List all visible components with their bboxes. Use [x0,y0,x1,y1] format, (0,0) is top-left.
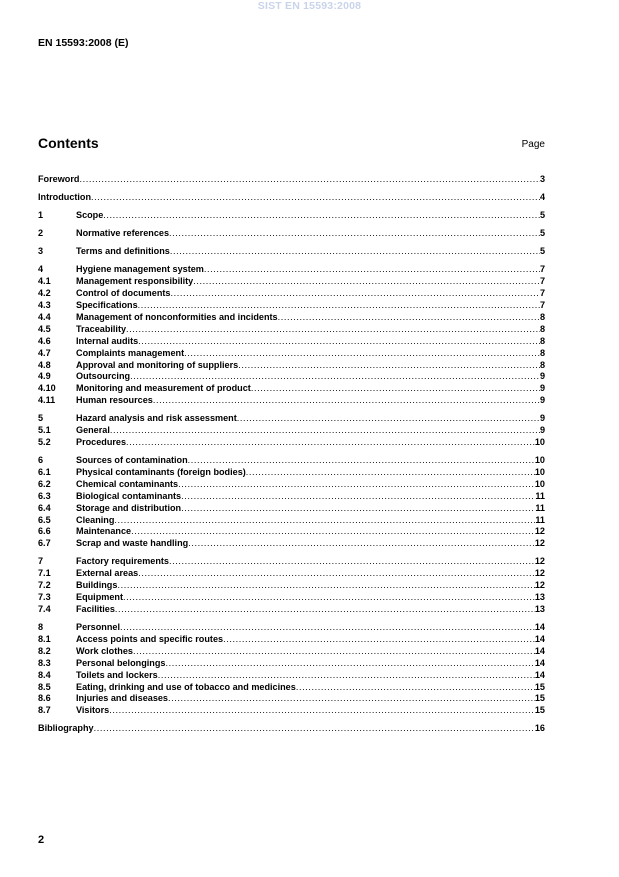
toc-entry-number: 8.3 [38,657,51,668]
toc-entry-number: 6.1 [38,467,51,478]
toc-entry-number: 7.3 [38,592,51,603]
toc-entry[interactable] [38,425,545,437]
toc-entry-title: External areas [76,568,139,579]
toc-entry[interactable] [38,580,545,592]
toc-entry-page: 7 [539,300,545,311]
dot-leader [138,300,540,312]
toc-entry[interactable] [38,360,545,372]
toc-entry-number: 8.6 [38,693,51,704]
toc-entry-number: 4.11 [38,395,56,406]
document-id: EN 15593:2008 (E) [38,37,129,49]
toc-entry-title: Visitors [76,705,110,716]
toc-entry-page: 13 [534,592,545,603]
toc-entry-page: 7 [539,276,545,287]
toc-entry-page: 3 [539,174,545,184]
dot-leader [204,264,540,276]
dot-leader [158,670,535,682]
toc-entry[interactable] [38,705,545,717]
toc-entry-title: Maintenance [76,526,132,537]
toc-entry-title: Storage and distribution [76,502,182,513]
toc-entry-number: 4.9 [38,371,51,382]
toc-entry[interactable] [38,467,545,479]
toc-entry[interactable] [38,515,545,527]
toc-entry-title: Monitoring and measurement of product [76,383,251,394]
toc-entry-page: 5 [539,246,545,257]
toc-entry[interactable] [38,246,545,258]
toc-entry-page: 15 [534,681,545,692]
dot-leader [169,228,540,240]
toc-entry-title: Outsourcing [76,371,131,382]
toc-entry[interactable] [38,503,545,515]
dot-leader [188,455,535,467]
dot-leader [126,324,540,336]
dot-leader [117,580,534,592]
toc-entry-title: Hygiene management system [76,264,204,275]
toc-entry-title: Sources of contamination [76,455,188,466]
toc-entry-number: 3 [38,246,44,257]
toc-entry-number: 5 [38,413,44,424]
dot-leader [278,312,540,324]
toc-entry-title: Terms and definitions [76,246,170,257]
toc-entry-number: 4.1 [38,276,51,287]
dot-leader [115,604,535,616]
toc-entry[interactable] [38,723,545,735]
dot-leader [79,174,540,186]
toc-entry-title: Eating, drinking and use of tobacco and medicines [76,681,296,692]
toc-entry-page: 10 [534,437,545,448]
toc-entry-page: 14 [534,622,545,633]
dot-leader [168,693,535,705]
toc-entry-number: 4.8 [38,359,51,370]
toc-entry[interactable] [38,634,545,646]
toc-entry-page: 8 [539,311,545,322]
dot-leader [223,634,535,646]
toc-entry-number: 4.4 [38,311,51,322]
dot-leader [237,413,540,425]
toc-entry-page: 8 [539,335,545,346]
toc-entry[interactable] [38,491,545,503]
dot-leader [109,705,535,717]
toc-entry-page: 8 [539,347,545,358]
toc-entry-title: Personal belongings [76,657,166,668]
contents-heading: Contents [38,135,99,151]
toc-entry-title: Control of documents [76,288,171,299]
toc-entry-title: Facilities [76,604,115,614]
toc-entry-title: Management responsibility [76,276,194,287]
toc-entry-title: Traceability [76,323,127,334]
toc-entry-page: 4 [539,192,545,203]
toc-entry[interactable] [38,395,545,407]
toc-entry-title: Foreword [38,174,80,184]
toc-entry-number: 8.5 [38,681,51,692]
dot-leader [130,371,540,383]
toc-entry-title: Buildings [76,580,118,591]
toc-entry-number: 5.2 [38,437,51,448]
dot-leader [138,568,535,580]
toc-entry-number: 6.5 [38,514,51,525]
toc-entry-title: Normative references [76,228,170,239]
toc-entry-page: 10 [534,455,545,466]
toc-entry-page: 14 [534,669,545,680]
toc-entry-number: 4.7 [38,347,51,358]
dot-leader [238,360,540,372]
toc-entry-title: Toilets and lockers [76,669,158,680]
toc-entry-number: 8.1 [38,633,51,644]
toc-entry-title: Chemical contaminants [76,478,179,489]
toc-entry-number: 4 [38,264,44,275]
toc-entry-number: 7 [38,556,44,567]
toc-entry-title: Introduction [38,192,92,203]
dot-leader [184,348,540,360]
toc-entry-number: 7.2 [38,580,51,591]
toc-entry[interactable] [38,455,545,467]
dot-leader [246,467,535,479]
toc-entry-page: 10 [534,478,545,489]
toc-entry-number: 7.1 [38,568,51,579]
toc-entry-number: 8.4 [38,669,51,680]
toc-entry-number: 6.6 [38,526,51,537]
toc-entry-page: 13 [534,604,545,614]
dot-leader [165,658,534,670]
toc-entry-title: Equipment [76,592,123,603]
toc-entry-number: 4.10 [38,383,56,394]
dot-leader [103,210,540,222]
toc-entry-page: 7 [539,264,545,275]
toc-entry[interactable] [38,288,545,300]
dot-leader [114,515,535,527]
dot-leader [178,479,535,491]
toc-entry[interactable] [38,556,545,568]
toc-entry-page: 9 [539,425,545,436]
toc-entry-page: 7 [539,288,545,299]
toc-entry-page: 5 [539,228,545,239]
toc-entry-title: Factory requirements [76,556,169,567]
toc-entry[interactable] [38,276,545,288]
toc-entry-title: Human resources [76,395,153,406]
toc-entry-page: 9 [539,413,545,424]
toc-entry-number: 4.5 [38,323,51,334]
toc-entry-title: Scrap and waste handling [76,538,189,549]
toc-entry-page: 12 [534,580,545,591]
toc-entry-page: 11 [535,514,545,525]
toc-entry[interactable] [38,526,545,538]
toc-entry-number: 8.2 [38,645,51,656]
dot-leader [153,395,540,407]
toc-entry-title: Injuries and diseases [76,693,168,704]
toc-entry-title: Specifications [76,300,138,311]
toc-entry-title: Hazard analysis and risk assessment [76,413,237,424]
toc-entry-number: 6.4 [38,502,51,513]
toc-entry-page: 9 [539,371,545,382]
toc-entry-page: 8 [539,323,545,334]
dot-leader [181,491,535,503]
toc-entry[interactable] [38,324,545,336]
toc-entry[interactable] [38,174,545,186]
dot-leader [94,723,535,735]
toc-entry[interactable] [38,604,545,616]
toc-entry-title: Management of nonconformities and incidents [76,311,278,322]
dot-leader [188,538,535,550]
toc-entry[interactable] [38,538,545,550]
toc-entry-title: Procedures [76,437,127,448]
toc-entry[interactable] [38,228,545,240]
dot-leader [296,682,535,694]
toc-entry-page: 8 [539,359,545,370]
dot-leader [123,592,535,604]
toc-entry[interactable] [38,300,545,312]
table-of-contents [38,174,545,735]
toc-entry[interactable] [38,592,545,604]
toc-entry-number: 5.1 [38,425,51,436]
toc-entry[interactable] [38,371,545,383]
toc-entry-number: 2 [38,228,44,239]
toc-entry-title: General [76,425,110,436]
toc-entry-page: 9 [539,395,545,406]
toc-entry[interactable] [38,210,545,222]
toc-entry-number: 6 [38,455,44,466]
toc-entry[interactable] [38,693,545,705]
toc-entry-number: 4.3 [38,300,51,311]
toc-entry-page: 15 [534,705,545,716]
dot-leader [170,288,539,300]
toc-entry-number: 8.7 [38,705,51,716]
dot-leader [169,556,535,568]
toc-entry[interactable] [38,264,545,276]
page-number: 2 [38,834,45,846]
dot-leader [181,503,535,515]
watermark: SIST EN 15593:2008 [257,0,362,12]
page-column-label: Page [521,139,545,150]
toc-entry-page: 11 [535,490,545,501]
toc-entry-title: Approval and monitoring of suppliers [76,359,239,370]
dot-leader [131,526,535,538]
toc-entry-page: 14 [534,657,545,668]
dot-leader [110,425,540,437]
toc-entry-page: 16 [534,723,545,734]
toc-entry-title: Bibliography [38,723,94,734]
toc-entry-page: 9 [539,383,545,394]
toc-entry-page: 15 [534,693,545,704]
toc-entry[interactable] [38,192,545,204]
toc-entry[interactable] [38,568,545,580]
toc-entry-page: 10 [534,467,545,478]
toc-entry-title: Work clothes [76,645,133,656]
toc-entry[interactable] [38,336,545,348]
toc-entry-title: Biological contaminants [76,490,182,501]
toc-entry-number: 6.2 [38,478,51,489]
toc-entry[interactable] [38,383,545,395]
toc-entry-page: 14 [534,645,545,656]
dot-leader [138,336,540,348]
toc-entry[interactable] [38,413,545,425]
toc-entry[interactable] [38,348,545,360]
toc-entry-page: 12 [534,568,545,579]
toc-entry-page: 12 [534,556,545,567]
toc-entry[interactable] [38,670,545,682]
dot-leader [193,276,540,288]
toc-entry-title: Scope [76,210,104,221]
toc-entry[interactable] [38,479,545,491]
dot-leader [251,383,540,395]
toc-entry-page: 12 [534,538,545,549]
dot-leader [133,646,535,658]
toc-entry-number: 6.3 [38,490,51,501]
toc-entry[interactable] [38,437,545,449]
dot-leader [126,437,535,449]
toc-entry-title: Cleaning [76,514,115,525]
toc-entry[interactable] [38,312,545,324]
toc-entry-title: Complaints management [76,347,185,358]
toc-entry-number: 6.7 [38,538,51,549]
toc-entry-number: 7.4 [38,604,51,614]
dot-leader [170,246,540,258]
toc-entry[interactable] [38,646,545,658]
toc-entry[interactable] [38,622,545,634]
toc-entry-title: Personnel [76,622,120,633]
toc-entry-number: 4.2 [38,288,51,299]
dot-leader [120,622,535,634]
toc-entry-title: Internal audits [76,335,139,346]
toc-entry[interactable] [38,658,545,670]
toc-entry[interactable] [38,682,545,694]
toc-entry-title: Physical contaminants (foreign bodies) [76,467,246,478]
toc-entry-page: 14 [534,633,545,644]
toc-entry-number: 1 [38,210,44,221]
toc-entry-title: Access points and specific routes [76,633,224,644]
dot-leader [91,192,540,204]
toc-entry-number: 4.6 [38,335,51,346]
toc-entry-page: 12 [534,526,545,537]
toc-entry-number: 8 [38,622,44,633]
toc-entry-page: 5 [539,210,545,221]
toc-entry-page: 11 [535,502,545,513]
